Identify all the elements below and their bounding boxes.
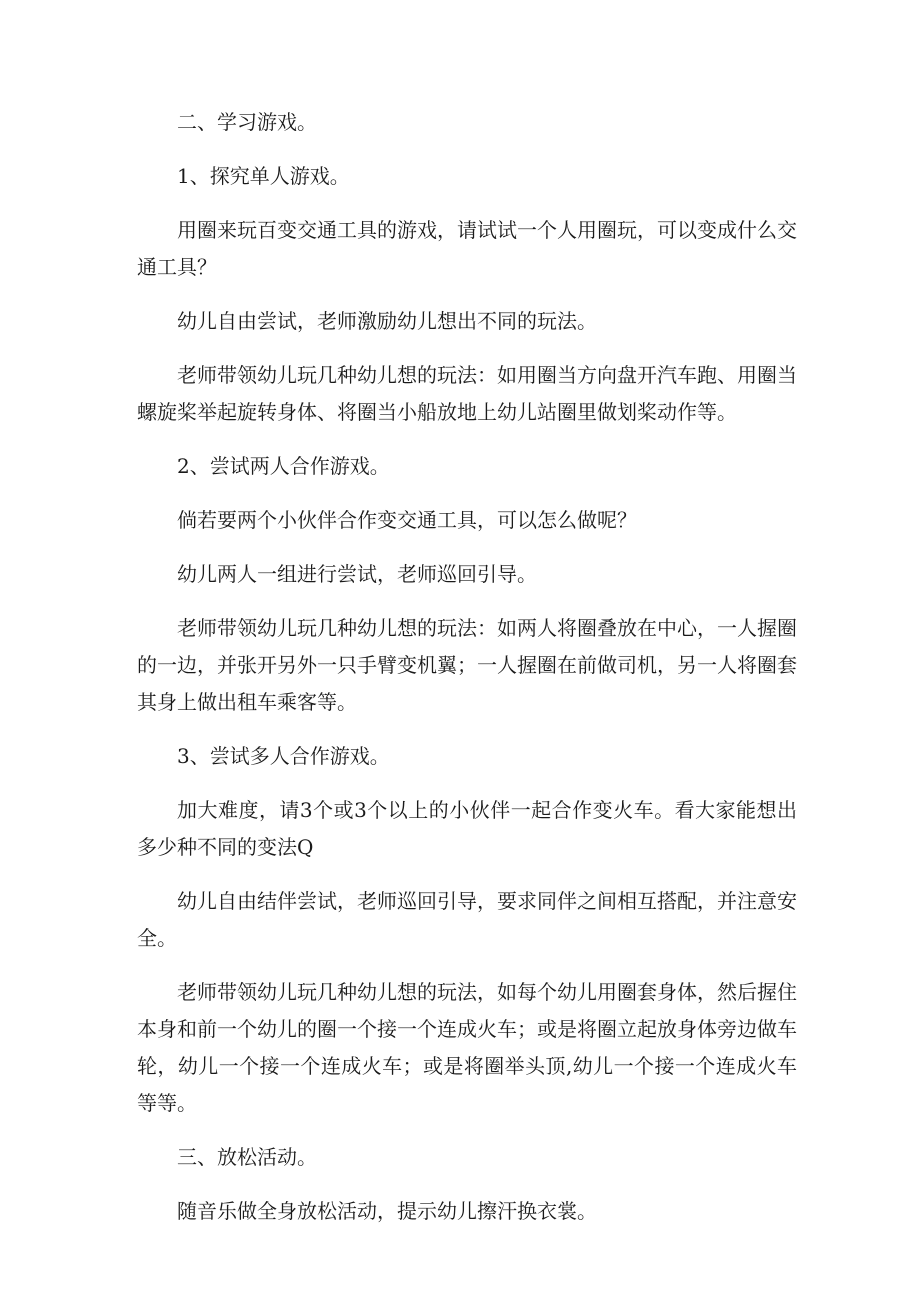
subsection-heading: 3、尝试多人合作游戏。 <box>177 744 390 768</box>
subsection-heading: 1、探究单人游戏。 <box>177 164 350 188</box>
paragraph: 老师带领幼儿玩几种幼儿想的玩法，如每个幼儿用圈套身体，然后握住本身和前一个幼儿的圈一个接一个连成火车；或是将圈立起放身体旁边做车轮，幼儿一个接一个连成火车；或是将圈举头顶,幼儿一个接一个连成火车等等。 <box>137 980 797 1115</box>
paragraph: 幼儿自由结伴尝试，老师巡回引导，要求同伴之间相互搭配，并注意安全。 <box>137 889 797 950</box>
section-heading: 二、学习游戏。 <box>177 110 317 134</box>
paragraph: 幼儿两人一组进行尝试，老师巡回引导。 <box>177 562 537 586</box>
section-heading: 三、放松活动。 <box>177 1145 317 1169</box>
paragraph: 老师带领幼儿玩几种幼儿想的玩法：如用圈当方向盘开汽车跑、用圈当螺旋桨举起旋转身体、将圈当小船放地上幼儿站圈里做划桨动作等。 <box>137 363 797 424</box>
subsection-heading: 2、尝试两人合作游戏。 <box>177 454 390 478</box>
paragraph: 老师带领幼儿玩几种幼儿想的玩法：如两人将圈叠放在中心，一人握圈的一边，并张开另外一只手臂变机翼；一人握圈在前做司机，另一人将圈套其身上做出租车乘客等。 <box>137 616 797 714</box>
paragraph: 用圈来玩百变交通工具的游戏，请试试一个人用圈玩，可以变成什么交通工具？ <box>137 218 797 279</box>
paragraph: 随音乐做全身放松活动，提示幼儿擦汗换衣裳。 <box>177 1199 597 1223</box>
paragraph: 倘若要两个小伙伴合作变交通工具，可以怎么做呢？ <box>177 508 637 532</box>
paragraph: 加大难度，请3个或3个以上的小伙伴一起合作变火车。看大家能想出多少种不同的变法Q <box>137 798 797 859</box>
document-body <box>137 104 797 1247</box>
paragraph: 幼儿自由尝试，老师激励幼儿想出不同的玩法。 <box>177 309 597 333</box>
